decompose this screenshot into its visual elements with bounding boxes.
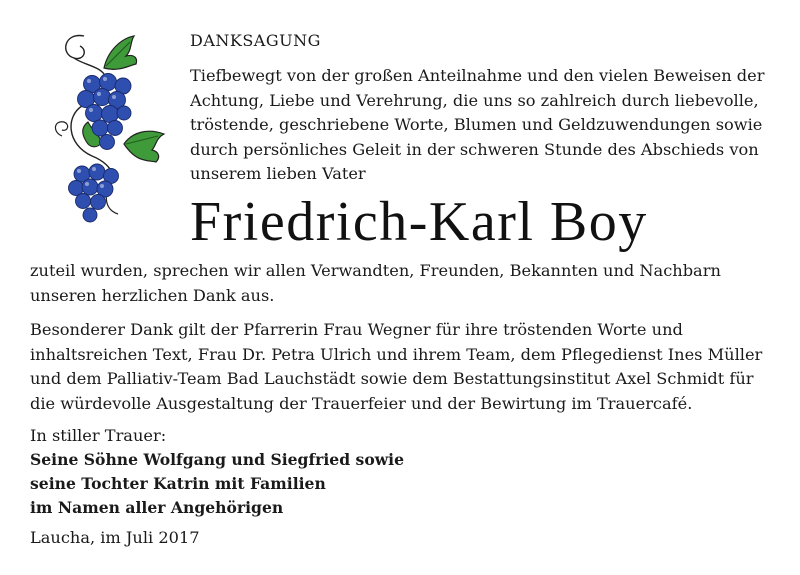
place-date: Laucha, im Juli 2017: [30, 528, 200, 547]
signature-line: im Namen aller Angehörigen: [30, 498, 284, 517]
signature-block: [30, 424, 404, 520]
signature-line: Seine Söhne Wolfgang und Siegfried sowie: [30, 450, 404, 469]
thanks-paragraph: zuteil wurden, sprechen wir allen Verwandten, Freunden, Bekannten und Nachbarn unseren herzlichen Dank aus.: [30, 261, 721, 305]
notice-heading: DANKSAGUNG: [190, 31, 321, 50]
signature-intro: In stiller Trauer:: [30, 426, 167, 445]
intro-text: Tiefbewegt von der großen Anteilnahme und den vielen Beweisen der Achtung, Liebe und Verehrung, die uns so zahlreich durch liebevolle, tröstende, geschriebene Worte, Blumen und Geldzuwendungen sowie durch persönliches Geleit in der schweren Stunde des Abschieds von unserem lieben Vater: [190, 66, 765, 183]
signature-line: seine Tochter Katrin mit Familien: [30, 474, 326, 493]
grapevine-icon: [52, 24, 172, 229]
special-thanks-paragraph: Besonderer Dank gilt der Pfarrerin Frau Wegner für ihre tröstenden Worte und inhaltsreichen Text, Frau Dr. Petra Ulrich und ihrem Team, dem Pflegedienst Ines Müller und dem Palliativ-Team Bad Lauchstädt sowie dem Bestattungsinstitut Axel Schmidt für die würdevolle Ausgestaltung der Trauerfeier und der Bewirtung im Trauercafé.: [30, 320, 763, 413]
deceased-name: Friedrich-Karl Boy: [190, 191, 648, 253]
